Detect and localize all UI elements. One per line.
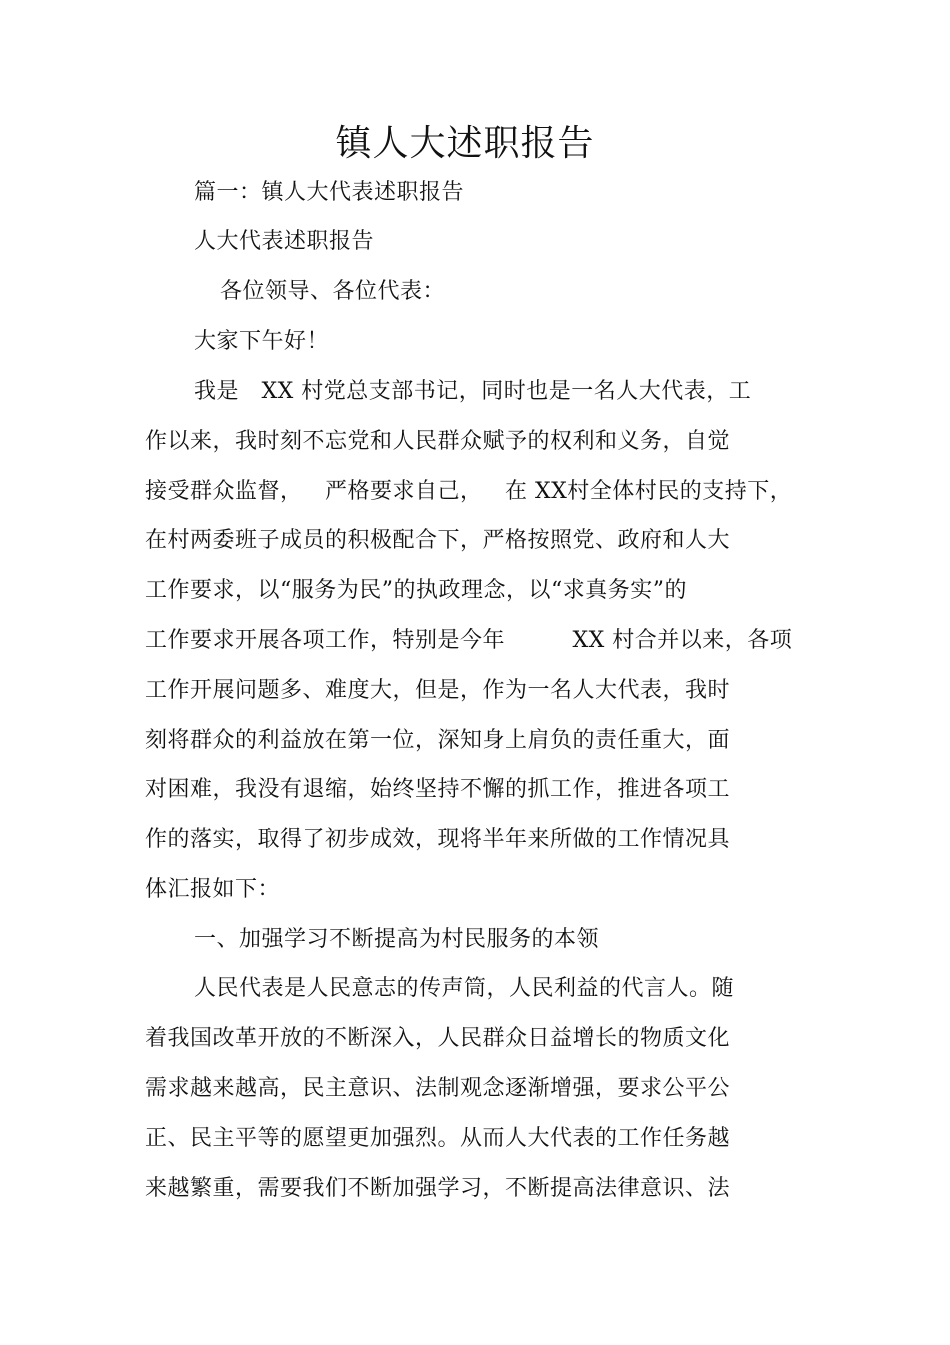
section-heading: 篇一：镇人大代表述职报告 (194, 180, 465, 205)
paragraph-line: 人民代表是人民意志的传声筒，人民利益的代言人。随 (194, 976, 735, 1001)
paragraph-line: 工作要求开展各项工作，特别是今年 XX 村合并以来，各项 (145, 628, 793, 653)
paragraph-line: 对困难，我没有退缩，始终坚持不懈的抓工作，推进各项工 (145, 777, 731, 802)
greeting: 大家下午好！ (194, 329, 330, 354)
paragraph-line: 作以来，我时刻不忘党和人民群众赋予的权利和义务，自觉 (145, 429, 731, 454)
report-subtitle: 人大代表述职报告 (194, 229, 375, 254)
document-title: 镇人大述职报告 (335, 123, 595, 164)
paragraph-line: 刻将群众的利益放在第一位，深知身上肩负的责任重大，面 (145, 728, 731, 753)
paragraph-line: 着我国改革开放的不断深入，人民群众日益增长的物质文化 (145, 1026, 731, 1051)
paragraph-line: 工作要求，以“服务为民”的执政理念，以“求真务实”的 (145, 578, 687, 603)
paragraph-line: 正、民主平等的愿望更加强烈。从而人大代表的工作任务越 (145, 1126, 731, 1151)
paragraph-line: 接受群众监督， 严格要求自己， 在 XX村全体村民的支持下， (145, 479, 793, 504)
section-heading: 一、加强学习不断提高为村民服务的本领 (194, 927, 600, 952)
paragraph-line: 需求越来越高，民主意识、法制观念逐渐增强，要求公平公 (145, 1076, 731, 1101)
paragraph-line: 我是 XX 村党总支部书记，同时也是一名人大代表，工 (194, 379, 752, 404)
paragraph-line: 作的落实，取得了初步成效，现将半年来所做的工作情况具 (145, 827, 731, 852)
paragraph-line: 在村两委班子成员的积极配合下，严格按照党、政府和人大 (145, 528, 731, 553)
paragraph-line: 体汇报如下： (145, 877, 281, 902)
salutation: 各位领导、各位代表： (220, 279, 446, 304)
paragraph-line: 工作开展问题多、难度大，但是，作为一名人大代表，我时 (145, 678, 731, 703)
paragraph-line: 来越繁重，需要我们不断加强学习，不断提高法律意识、法 (145, 1176, 731, 1201)
